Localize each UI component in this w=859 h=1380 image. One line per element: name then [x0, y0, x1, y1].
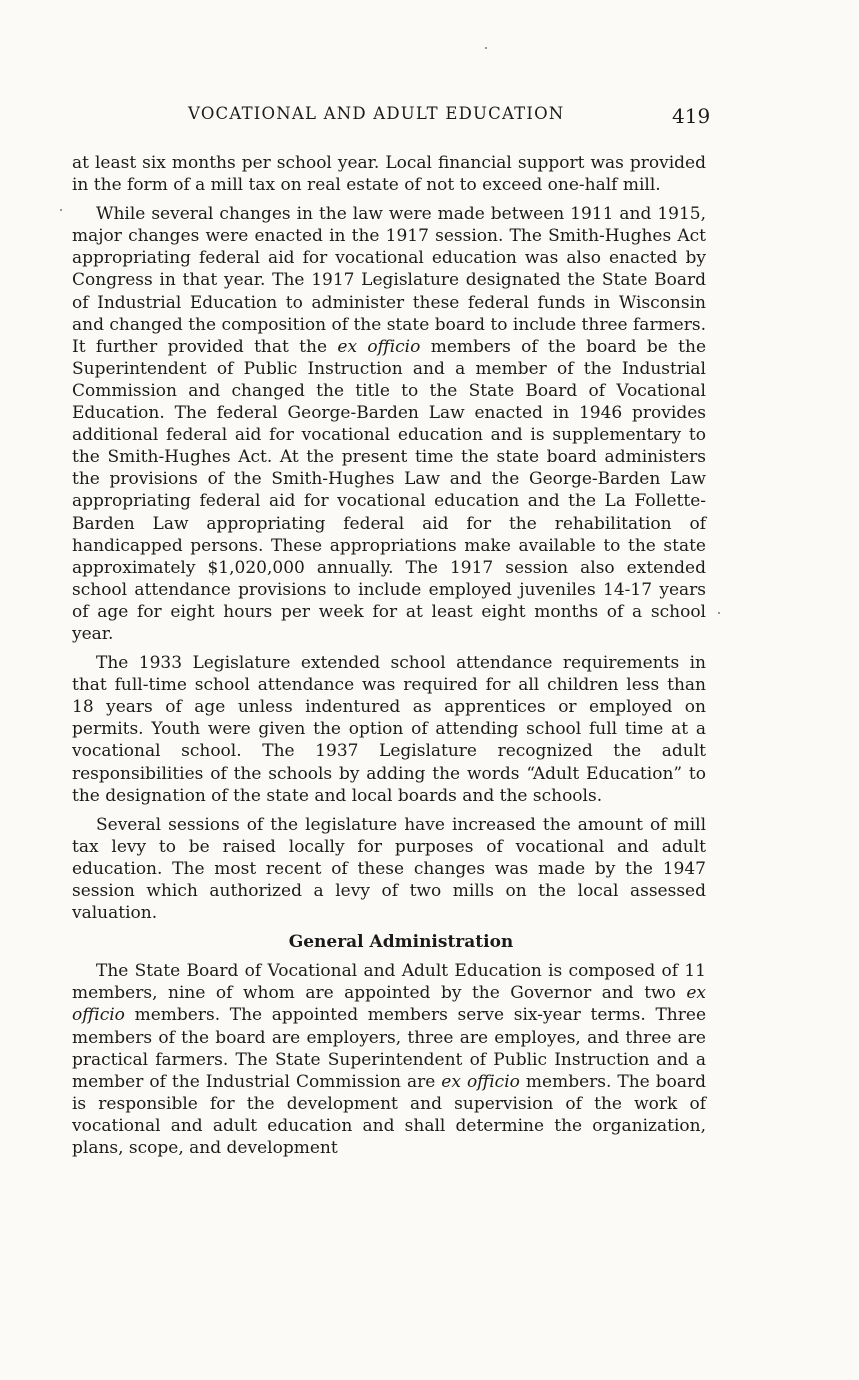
- paragraph: [72, 814, 706, 924]
- scan-speck: [60, 209, 62, 211]
- italic-term: ex officio: [441, 1071, 520, 1092]
- paragraph: [72, 652, 706, 807]
- paragraph-text: While several changes in the law were made between 1911 and 1915, major changes were enacted in the 1917 session. The Smith-Hughes Act appropriating federal aid for vocational education was also enacted by Congress in that year. The 1917 Legislature designated the State Board of Industrial Education to administer these federal funds in Wisconsin and changed the composition of the state board to include three farmers. It further provided that the: [72, 204, 706, 357]
- italic-term: ex officio: [337, 336, 421, 357]
- paragraph-continued: [72, 152, 706, 196]
- section-heading: General Administration: [288, 932, 514, 953]
- page-number: 419: [672, 104, 711, 128]
- paragraph-text: Several sessions of the legislature have increased the amount of mill tax levy to be raised locally for purposes of vocational and adult education. The most recent of these changes was made by the 1947 session which authorized a levy of two mills on the local assessed valuation.: [72, 814, 706, 924]
- italic-term: ex officio: [72, 983, 706, 1026]
- body-text: [72, 152, 706, 1166]
- paragraph-text: The State Board of Vocational and Adult Education is composed of 11 members, nine of whom are appointed by the Governor and two: [72, 961, 706, 1004]
- paragraph-text: at least six months per school year. Local financial support was provided in the form of a mill tax on real estate of not to exceed one-half mill.: [72, 153, 706, 196]
- running-header-title: VOCATIONAL AND ADULT EDUCATION: [188, 104, 565, 123]
- scan-speck: [718, 612, 720, 614]
- paragraph-text: The 1933 Legislature extended school attendance requirements in that full-time school attendance was required for all children less than 18 years of age unless indentured as apprentices or employed on permits. Youth were given the option of attending school full time at a vocational school. The 1937 Legislature recognized the adult responsibilities of the schools by adding the words “Adult Education” to the designation of the state and local boards and the schools.: [72, 653, 706, 806]
- paragraph: [72, 203, 706, 645]
- paragraph: [72, 960, 706, 1159]
- paragraph-text: members of the board be the Superintendent of Public Instruction and a member of the Industrial Commission and changed the title to the State Board of Vocational Education. The federal George-Barden Law enacted in 1946 provides additional federal aid for vocational education and is supplementary to the Smith-Hughes Act. At the present time the state board administers the provisions of the Smith-Hughes Law and the George-Barden Law appropriating federal aid for vocational education and the La Follette-Barden Law appropriating federal aid for the rehabilitation of handicapped persons. These appropriations make available to the state approximately $1,020,000 annually. The 1917 session also extended school attendance provisions to include employed juveniles 14-17 years of age for eight hours per week for at least eight months of a school year.: [72, 336, 707, 644]
- scan-speck: [485, 47, 487, 49]
- paragraph-text: members. The appointed members serve six-year terms. Three members of the board are employers, three are employes, and three are practical farmers. The State Superintendent of Public Instruction and a member of the Industrial Commission are: [72, 1005, 706, 1092]
- paragraph-text: members. The board is responsible for the development and supervision of the work of vocational and adult education and shall determine the organization, plans, scope, and development: [72, 1071, 707, 1159]
